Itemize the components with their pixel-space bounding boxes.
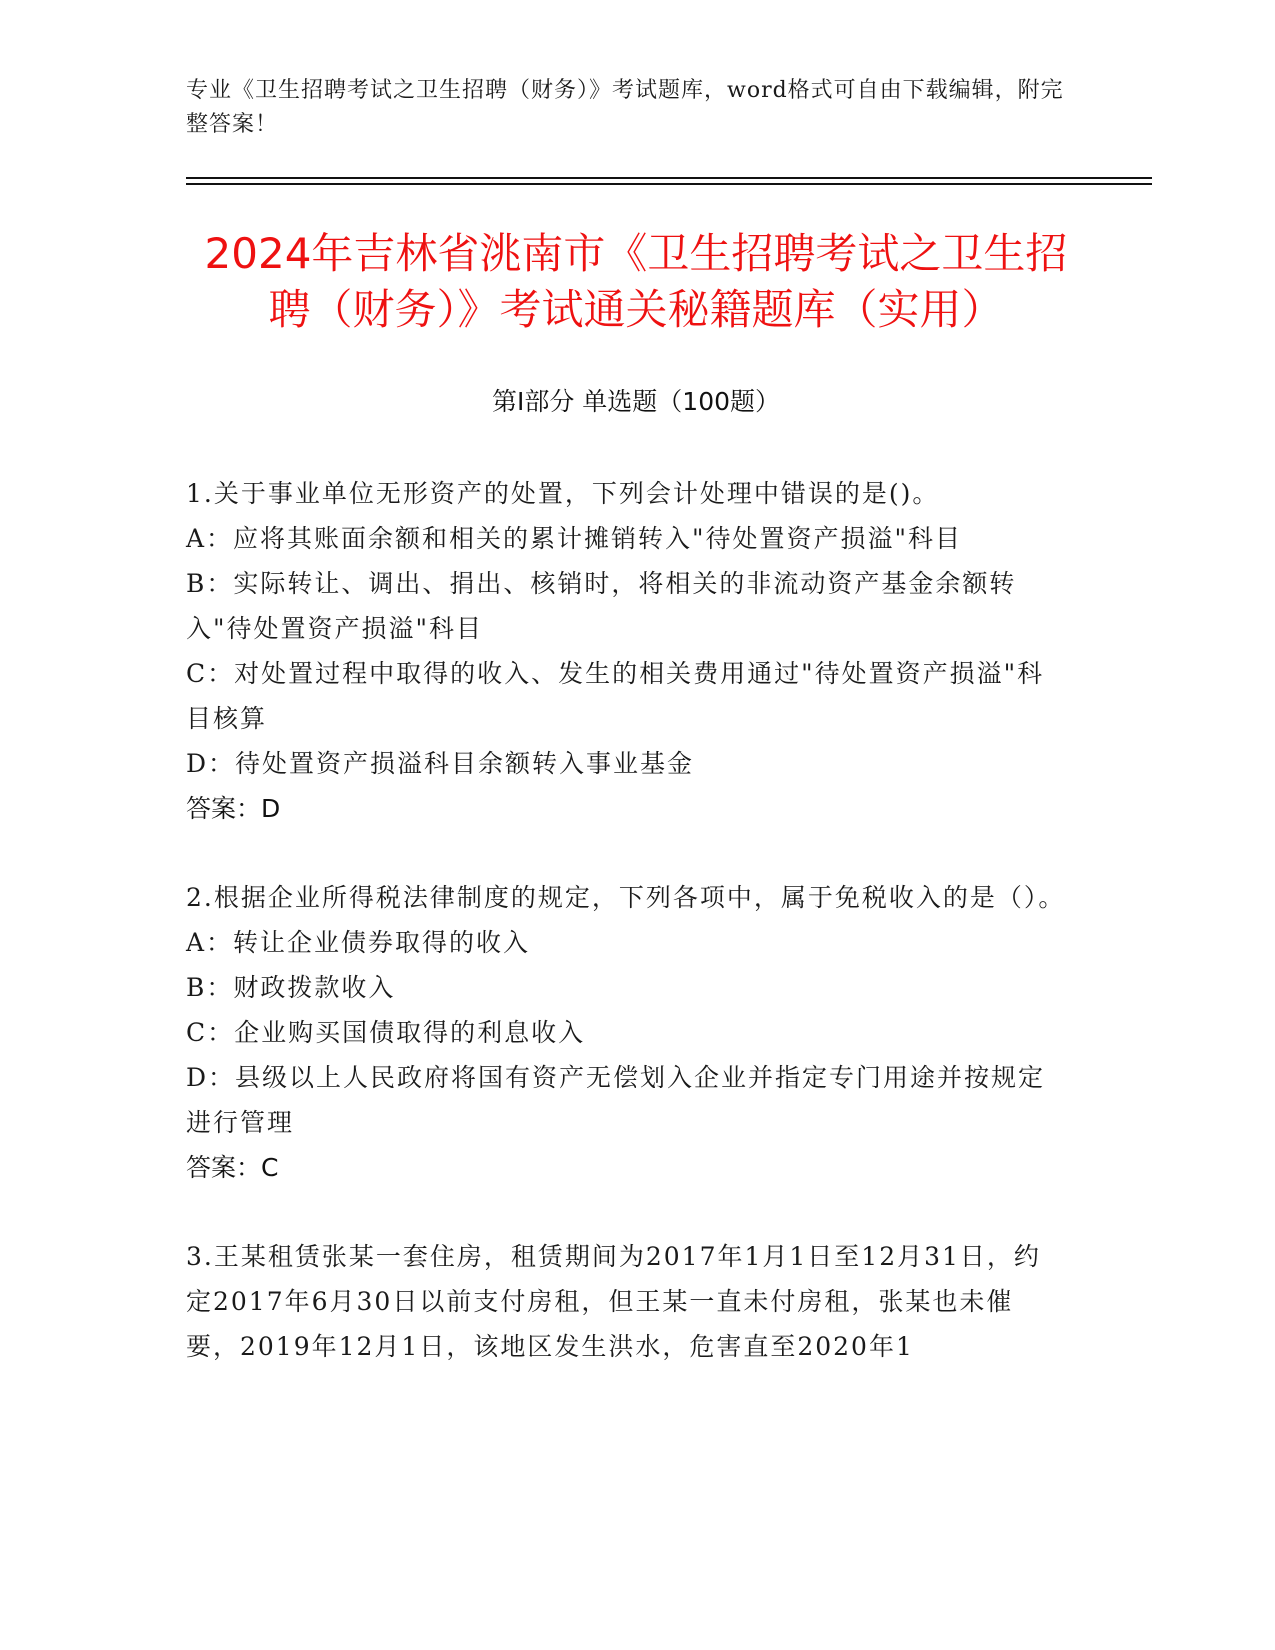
option-d: D：待处置资产损溢科目余额转入事业基金: [186, 749, 695, 778]
header-divider-thin: [186, 177, 1152, 179]
section-heading: 第I部分 单选题（100题）: [491, 387, 781, 416]
document-title: 2024年吉林省洮南市《卫生招聘考试之卫生招聘（财务）》考试通关秘籍题库（实用）: [204, 229, 1068, 334]
option-b: B：财政拨款收入: [186, 973, 396, 1002]
answer-label: 答案：D: [186, 794, 281, 823]
option-d: D：县级以上人民政府将国有资产无偿划入企业并指定专门用途并按规定进行管理: [186, 1063, 1046, 1137]
question-list: [186, 471, 1066, 1413]
question-stem: 2.根据企业所得税法律制度的规定，下列各项中，属于免税收入的是（）。: [186, 883, 1066, 912]
answer-label: 答案：C: [186, 1153, 279, 1182]
question-stem: 3.王某租赁张某一套住房，租赁期间为2017年1月1日至12月31日，约定2017年6月30日以前支付房租，但王某一直未付房租，张某也未催要，2019年12月1日，该地区发生洪水，危害直至2020年1: [186, 1242, 1041, 1361]
question-stem: 1.关于事业单位无形资产的处置，下列会计处理中错误的是()。: [186, 479, 940, 508]
option-c: C：对处置过程中取得的收入、发生的相关费用通过"待处置资产损溢"科目核算: [186, 659, 1045, 733]
option-a: A：应将其账面余额和相关的累计摊销转入"待处置资产损溢"科目: [186, 524, 963, 553]
option-b: B：实际转让、调出、捐出、核销时，将相关的非流动资产基金余额转入"待处置资产损溢"科目: [186, 569, 1017, 643]
question-1: [186, 471, 1066, 831]
question-2: [186, 875, 1066, 1190]
header-note: 专业《卫生招聘考试之卫生招聘（财务）》考试题库，word格式可自由下载编辑，附完整答案！: [186, 78, 1064, 137]
option-a: A：转让企业债券取得的收入: [186, 928, 531, 957]
option-c: C：企业购买国债取得的利息收入: [186, 1018, 586, 1047]
header-divider-thick: [186, 183, 1152, 185]
question-3: [186, 1234, 1066, 1369]
